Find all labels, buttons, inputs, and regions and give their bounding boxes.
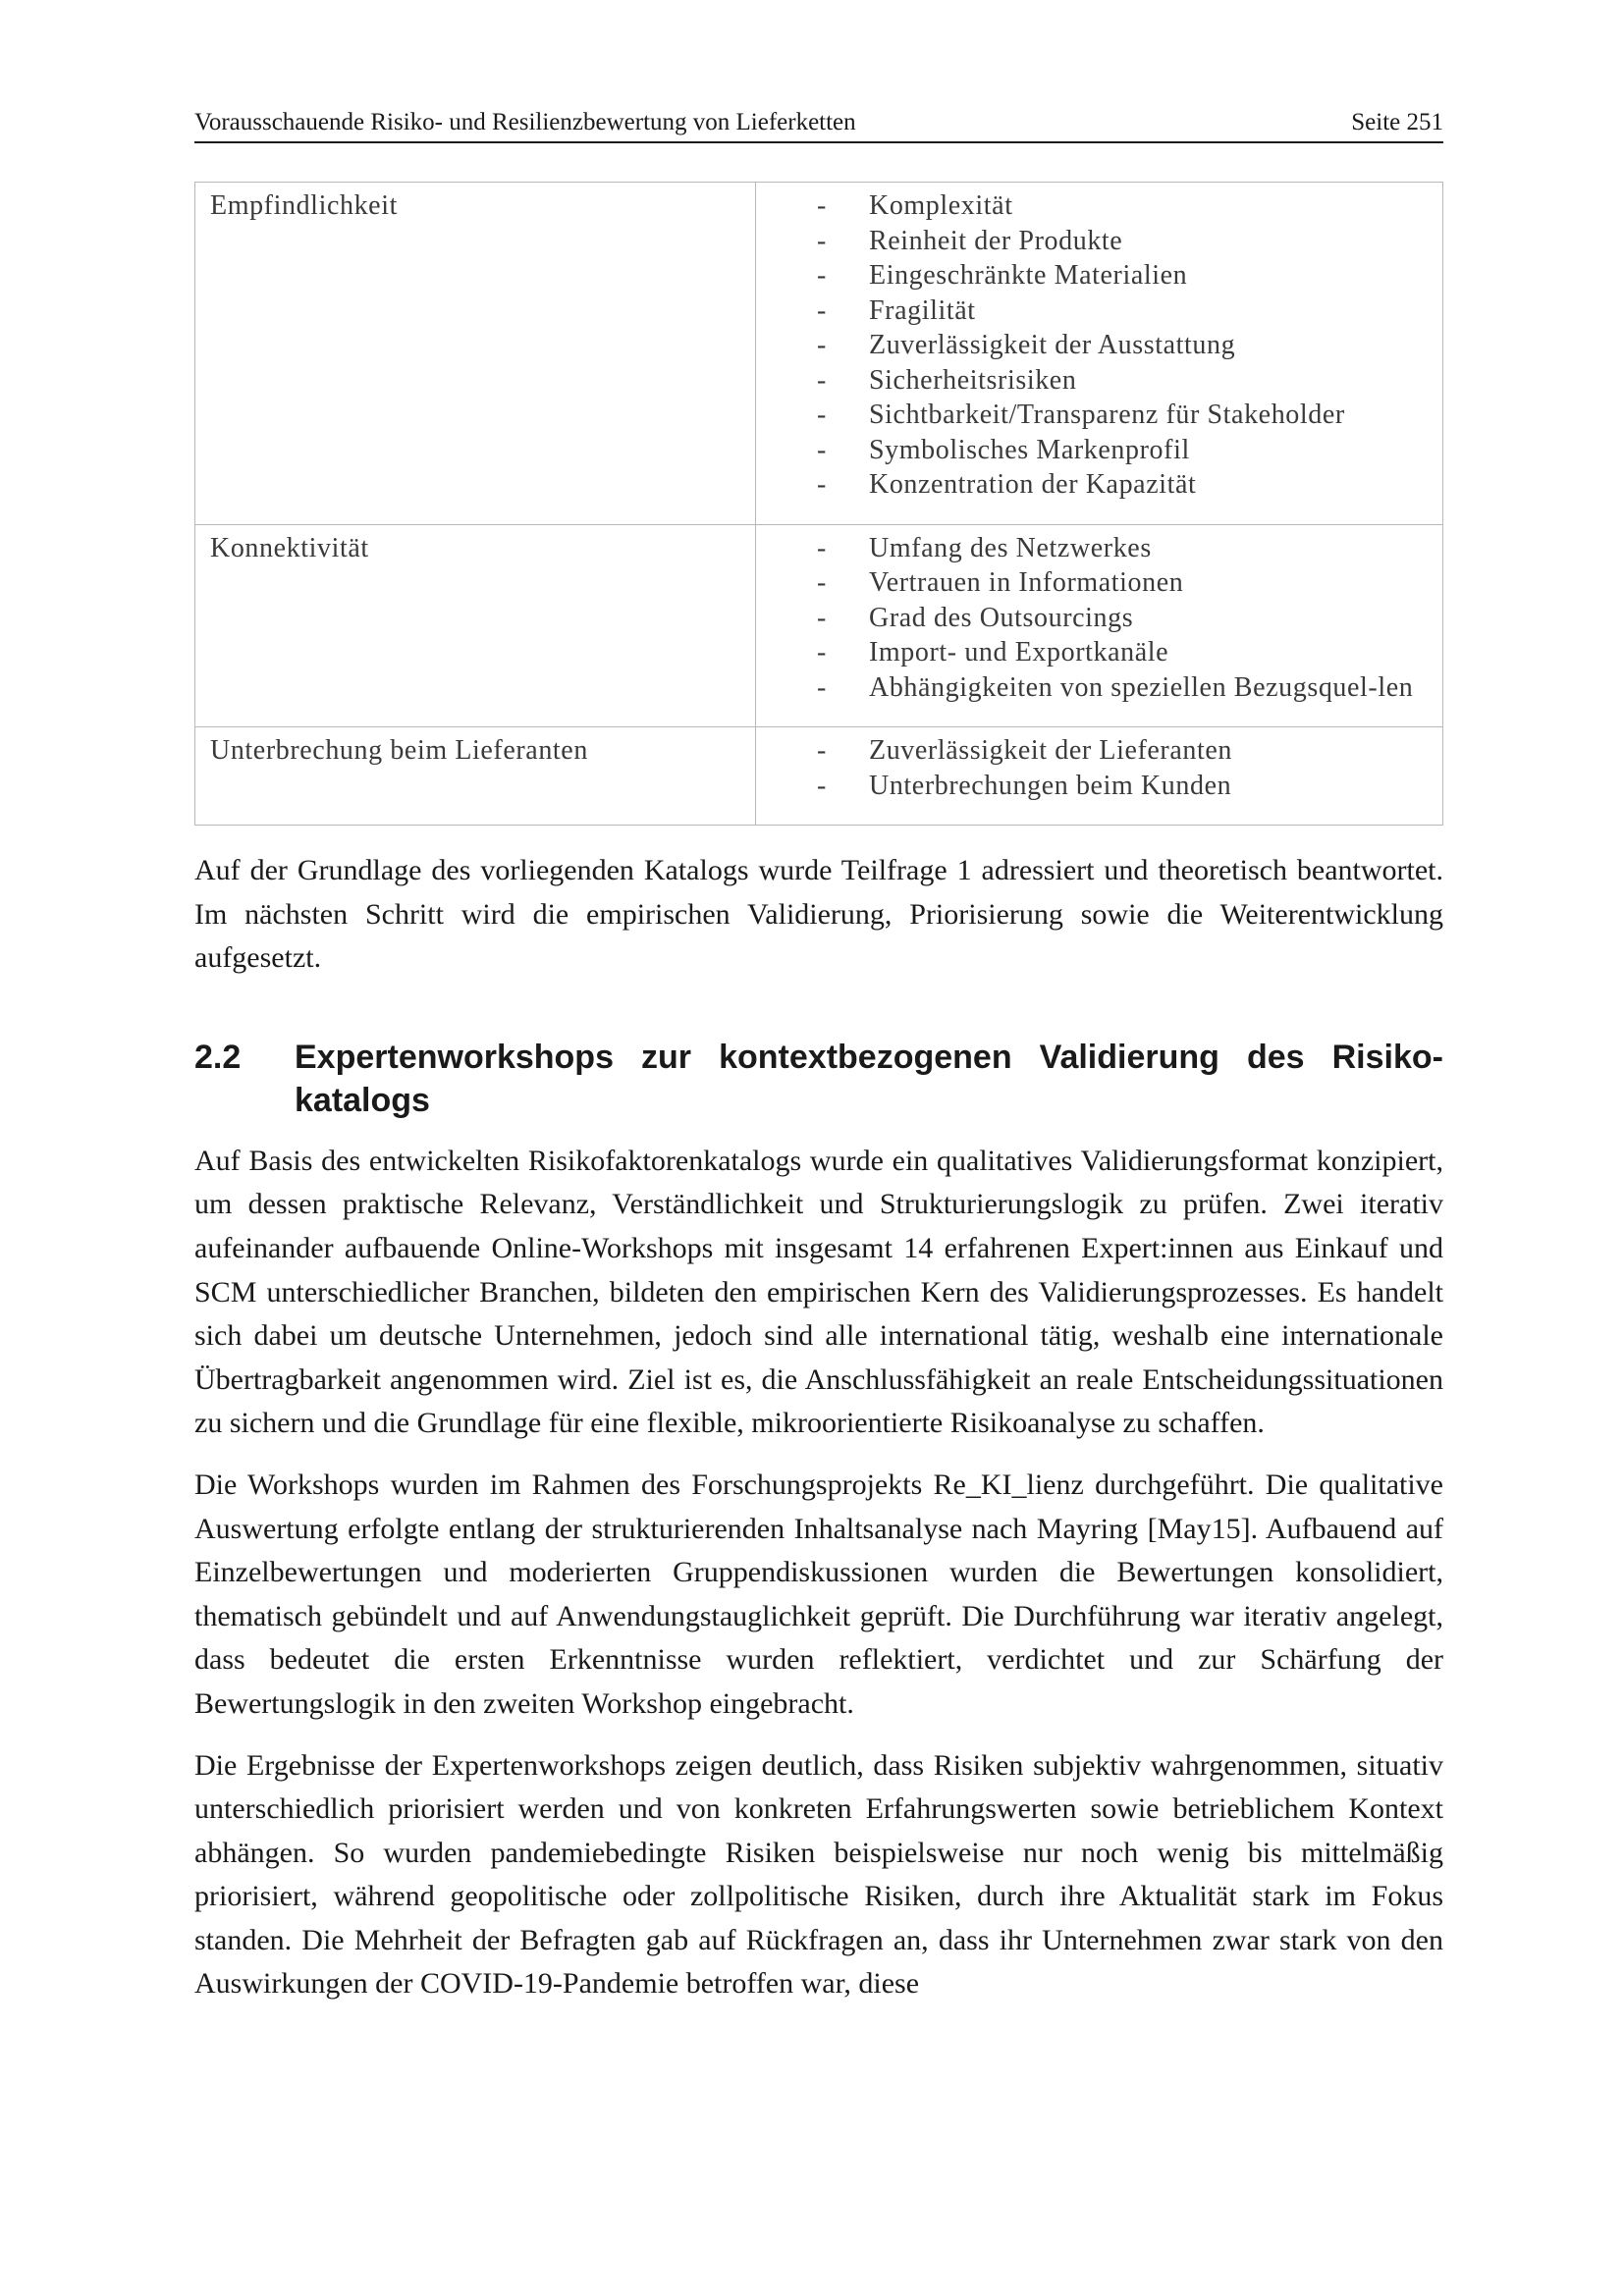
dash-bullet: - [817,225,827,256]
risk-factor-cell: Empfindlichkeit [195,183,756,525]
subfactor-label: Vertrauen in Informationen [869,567,1184,598]
subfactor-label: Fragilität [869,294,976,326]
list-item [756,328,1423,363]
dash-bullet: - [817,190,827,221]
subfactor-label: Import- und Exportkanäle [869,637,1169,667]
list-item [756,670,1423,706]
subfactor-label: Sichtbarkeit/Transparenz für Stakeholder [869,400,1345,430]
list-item [756,398,1423,433]
table-row [195,524,1443,727]
paragraph-validation-format: Auf Basis des entwickelten Risikofaktorenkatalogs wurde ein qualitatives Validierungsformat konzipiert, um dessen praktische Relevanz, Verständlichkeit und Strukturierungslogik zu prüfen. Zwei iterativ aufeinander aufbauende Online-Workshops mit insgesamt 14 erfahrenen Expert:innen aus Einkauf und SCM unterschiedlicher Branchen, bildeten den empirischen Kern des Validierungsprozesses. Es handelt sich dabei um deutsche Unternehmen, jedoch sind alle international tätig, weshalb eine internationale Übertragbarkeit angenommen wird. Ziel ist es, die Anschlussfähigkeit an reale Entscheidungssituationen zu sichern und die Grundlage für eine flexible, mikroorientierte Risikoanalyse zu schaffen. [194,1144,1443,1440]
subfactor-list [756,188,1423,503]
list-item [756,188,1423,224]
dash-bullet: - [817,567,827,598]
list-item [756,635,1423,670]
dash-bullet: - [817,671,827,703]
table-row [195,183,1443,525]
dash-bullet: - [817,294,827,326]
subfactor-label: Abhängigkeiten von speziellen Bezugsquel-​len [869,671,1414,703]
dash-bullet: - [817,330,827,360]
table-row [195,727,1443,826]
running-header [194,108,1443,143]
risk-table-body [195,183,1443,826]
paragraph-catalog-summary: Auf der Grundlage des vorliegenden Katalogs wurde Teilfrage 1 adressiert und theoretisch beantwortet. Im nächsten Schritt wird die empirischen Validierung, Priorisierung sowie die Weiterentwicklung aufgesetzt. [194,854,1443,975]
list-item [756,565,1423,601]
dash-bullet: - [817,364,827,396]
subfactor-label: Zuverlässigkeit der Ausstattung [869,330,1236,360]
subfactor-label: Zuverlässigkeit der Lieferanten [869,735,1232,766]
subfactor-cell [756,183,1443,525]
list-item [756,531,1423,566]
dash-bullet: - [817,637,827,667]
section-title: Expertenworkshops zur kontextbezogenen Validierung des Risikokatalogs [295,1038,1443,1119]
dash-bullet: - [817,532,827,563]
subfactor-label: Umfang des Netzwerkes [869,532,1152,563]
subfactor-list [756,531,1423,706]
dash-bullet: - [817,434,827,465]
subfactor-label: Komplexität [869,190,1013,221]
section-heading [194,1036,1443,1122]
dash-bullet: - [817,770,827,801]
dash-bullet: - [817,400,827,430]
page-number: Seite 251 [1351,109,1443,135]
list-item [756,769,1423,804]
list-item [756,363,1423,399]
dash-bullet: - [817,602,827,633]
dash-bullet: - [817,735,827,766]
running-title: Vorausschauende Risiko- und Resilienzbewertung von Lieferketten [194,109,856,135]
list-item [756,258,1423,294]
subfactor-cell [756,524,1443,727]
subfactor-label: Eingeschränkte Materialien [869,260,1188,291]
subfactor-list [756,733,1423,803]
list-item [756,224,1423,259]
list-item [756,433,1423,468]
subfactor-label: Unterbrechungen beim Kunden [869,770,1232,801]
risk-factor-cell: Konnektivität [195,524,756,727]
list-item [756,601,1423,636]
dash-bullet: - [817,260,827,291]
risk-factor-cell: Unterbrechung beim Lieferanten [195,727,756,826]
subfactor-label: Reinheit der Produkte [869,225,1123,256]
paragraph-workshop-results: Die Ergebnisse der Expertenworkshops zeigen deutlich, dass Risiken subjektiv wahrgenommen, situativ unterschiedlich priorisiert werden und von konkreten Erfahrungswerten sowie betrieblichem Kontext abhängen. So wurden pandemiebedingte Risiken beispielsweise nur noch wenig bis mittelmäßig priorisiert, während geopolitische oder zollpolitische Risiken, durch ihre Aktualität stark im Fokus standen. Die Mehrheit der Befragten gab auf Rückfragen an, dass ihr Unternehmen zwar stark von den Auswirkungen der COVID-19-Pandemie betroffen war, diese [194,1748,1443,2001]
subfactor-label: Sicherheitsrisiken [869,364,1077,396]
section-number: 2.2 [194,1038,242,1076]
list-item [756,294,1423,329]
subfactor-label: Symbolisches Markenprofil [869,434,1190,465]
subfactor-label: Grad des Outsourcings [869,602,1134,633]
list-item [756,733,1423,769]
subfactor-cell [756,727,1443,826]
subfactor-label: Konzentration der Kapazität [869,469,1197,500]
dash-bullet: - [817,469,827,500]
list-item [756,467,1423,503]
document-page [194,108,1443,2006]
paragraph-workshop-method: Die Workshops wurden im Rahmen des Forschungsprojekts Re_KI_lienz durchgeführt. Die qualitative Auswertung erfolgte entlang der strukturierenden Inhaltsanalyse nach Mayring [May15]. Aufbauend auf Einzelbewertungen und moderierten Gruppendiskussionen wurden die Bewertungen konsolidiert, thematisch gebündelt und auf Anwendungstauglichkeit geprüft. Die Durchführung war iterativ angelegt, dass bedeutet die ersten Erkenntnisse wurden reflektiert, verdichtet und zur Schärfung der Bewertungslogik in den zweiten Workshop eingebracht. [194,1468,1443,1720]
risk-factor-table [194,182,1443,826]
